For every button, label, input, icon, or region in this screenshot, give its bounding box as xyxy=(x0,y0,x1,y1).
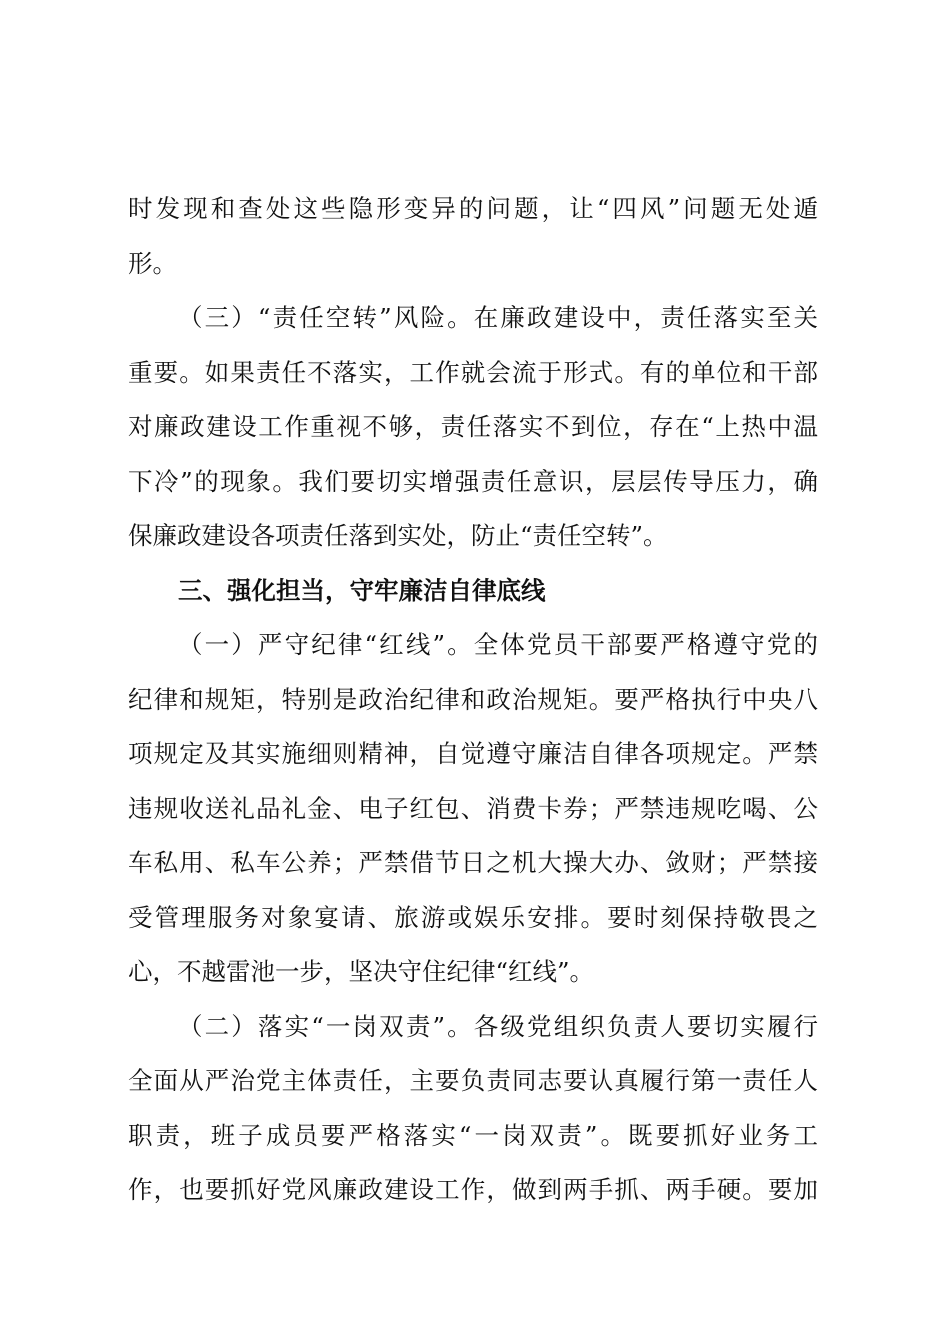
text-line: 违规收送礼品礼金、电子红包、消费卡券；严禁违规吃喝、公 xyxy=(128,793,818,823)
text-line: （三）“责任空转”风险。在廉政建设中，责任落实至关 xyxy=(178,303,818,332)
text-line: 保廉政建设各项责任落到实处，防止“责任空转”。 xyxy=(128,521,668,550)
paragraph-one-post-two-duties xyxy=(128,1000,818,1218)
text-line: 作，也要抓好党风廉政建设工作，做到两手抓、两手硬。要加 xyxy=(128,1175,818,1204)
text-line: 重要。如果责任不落实，工作就会流于形式。有的单位和干部 xyxy=(128,357,818,387)
text-line: 对廉政建设工作重视不够，责任落实不到位，存在“上热中温 xyxy=(128,412,818,441)
paragraph-continuation xyxy=(128,182,818,291)
text-line: 形。 xyxy=(128,248,177,278)
text-line: 车私用、私车公养；严禁借节日之机大操大办、敛财；严禁接 xyxy=(128,848,818,877)
paragraph-discipline-red-line xyxy=(128,618,818,1000)
text-line: 全面从严治党主体责任，主要负责同志要认真履行第一责任人 xyxy=(128,1066,818,1095)
paragraph-responsibility-risk xyxy=(128,291,818,564)
text-line: （二）落实“一岗双责”。各级党组织负责人要切实履行 xyxy=(178,1011,818,1041)
document-body xyxy=(128,182,818,1218)
text-line: 受管理服务对象宴请、旅游或娱乐安排。要时刻保持敬畏之 xyxy=(128,902,818,932)
text-line: 心，不越雷池一步，坚决守住纪律“红线”。 xyxy=(128,957,595,986)
section-heading: 三、强化担当，守牢廉洁自律底线 xyxy=(178,575,546,605)
text-line: 时发现和查处这些隐形变异的问题，让“四风”问题无处遁 xyxy=(128,194,818,223)
text-line: （一）严守纪律“红线”。全体党员干部要严格遵守党的 xyxy=(178,630,818,659)
text-line: 项规定及其实施细则精神，自觉遵守廉洁自律各项规定。严禁 xyxy=(128,739,818,768)
text-line: 纪律和规矩，特别是政治纪律和政治规矩。要严格执行中央八 xyxy=(128,684,818,714)
text-line: 职责，班子成员要严格落实“一岗双责”。既要抓好业务工 xyxy=(128,1120,818,1150)
text-line: 下冷”的现象。我们要切实增强责任意识，层层传导压力，确 xyxy=(128,466,818,496)
